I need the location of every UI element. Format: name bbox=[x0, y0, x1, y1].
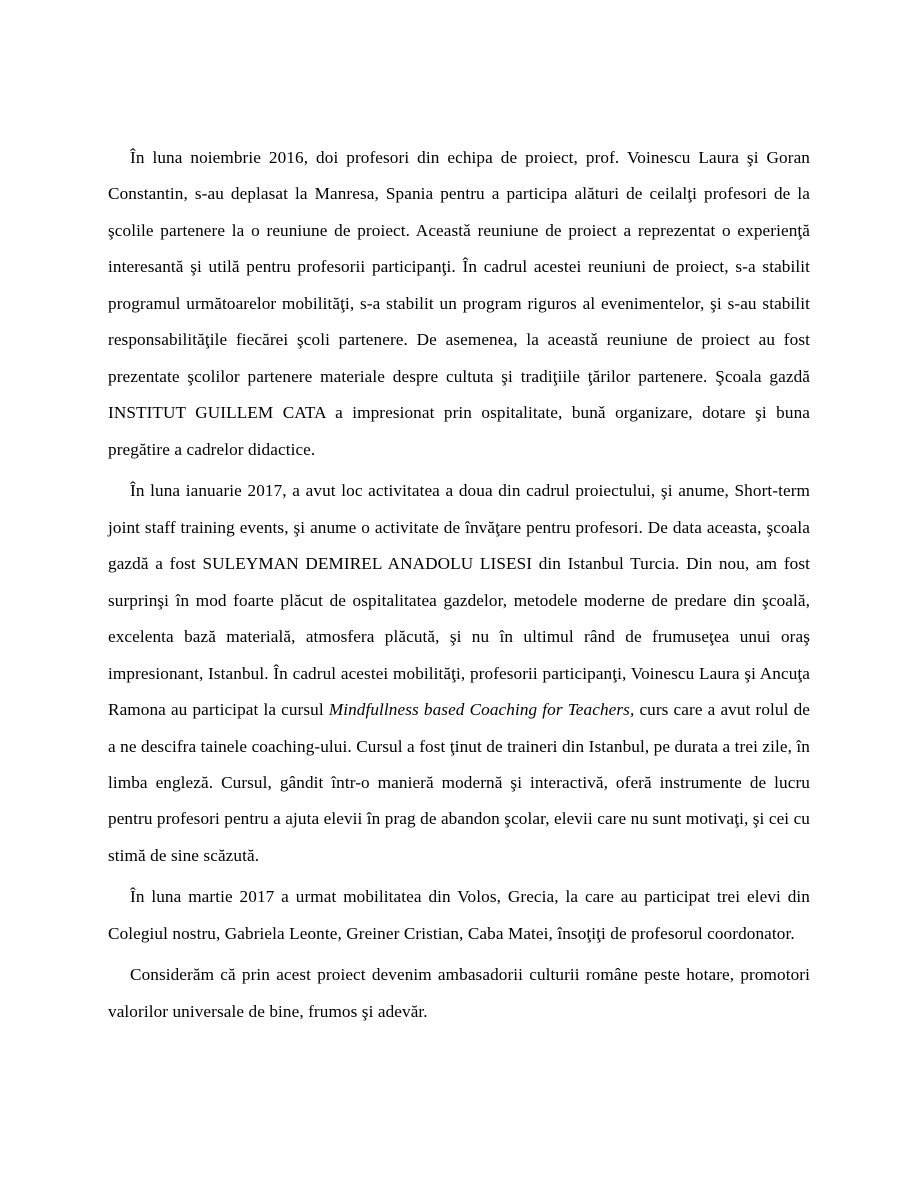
paragraph-march-2017: În luna martie 2017 a urmat mobilitatea din Volos, Grecia, la care au participat trei elevi din Colegiul nostru, Gabriela Leonte, Greiner Cristian, Caba Matei, însoţiţi de profesorul coordonator. bbox=[108, 887, 810, 943]
course-title-italic: Mindfullness based Coaching for Teachers, bbox=[328, 700, 635, 720]
paragraph-january-2017-text-after: curs care a avut rolul de a ne descifra tainele coaching-ului. Cursul a fost ţinut de traineri din Istanbul, pe durata a trei zile, în limba engleză. Cursul, gândit într-o manieră modernă şi interactivă, oferă instrumente de lucru pentru profesori pentru a ajuta elevii în prag de abandon şcolar, elevii care nu sunt motivaţi, şi cei cu stimă de sine scăzută. bbox=[108, 700, 810, 865]
paragraph-november-2016: În luna noiembrie 2016, doi profesori din echipa de proiect, prof. Voinescu Laura şi Goran Constantin, s-au deplasat la Manresa, Spania pentru a participa alături de ceilalţi profesori de la şcolile partenere la o reuniune de proiect. Aceastǎ reuniune de proiect a reprezentat o experienţă interesantă şi utilă pentru profesorii participanţi. În cadrul acestei reuniuni de proiect, s-a stabilit programul următoarelor mobilităţi, s-a stabilit un program riguros al evenimentelor, şi s-au stabilit responsabilităţile fiecărei şcoli partenere. De asemenea, la aceastǎ reuniune de proiect au fost prezentate şcolilor partenere materiale despre cultuta şi tradiţiile ţărilor partenere. Şcoala gazdă INSTITUT GUILLEM CATA a impresionat prin ospitalitate, bunǎ organizare, dotare şi buna pregătire a cadrelor didactice. bbox=[108, 148, 810, 459]
paragraph-january-2017 bbox=[108, 473, 810, 874]
paragraph-conclusion: Considerăm că prin acest proiect devenim ambasadorii culturii române peste hotare, promotori valorilor universale de bine, frumos şi adevăr. bbox=[108, 965, 810, 1021]
document-body bbox=[108, 140, 810, 1030]
paragraph-january-2017-text-before: În luna ianuarie 2017, a avut loc activitatea a doua din cadrul proiectului, şi anume, Short-term joint staff training events, şi anume o activitate de învăţare pentru profesori. De data aceasta, şcoala gazdă a fost SULEYMAN DEMIREL ANADOLU LISESI din Istanbul Turcia. Din nou, am fost surprinşi în mod foarte plăcut de ospitalitatea gazdelor, metodele moderne de predare din şcoală, excelenta bază materială, atmosfera plăcută, şi nu în ultimul rând de frumuseţea unui oraş impresionant, Istanbul. În cadrul acestei mobilităţi, profesorii participanţi, Voinescu Laura şi Ancuţa Ramona au participat la cursul bbox=[108, 481, 810, 720]
